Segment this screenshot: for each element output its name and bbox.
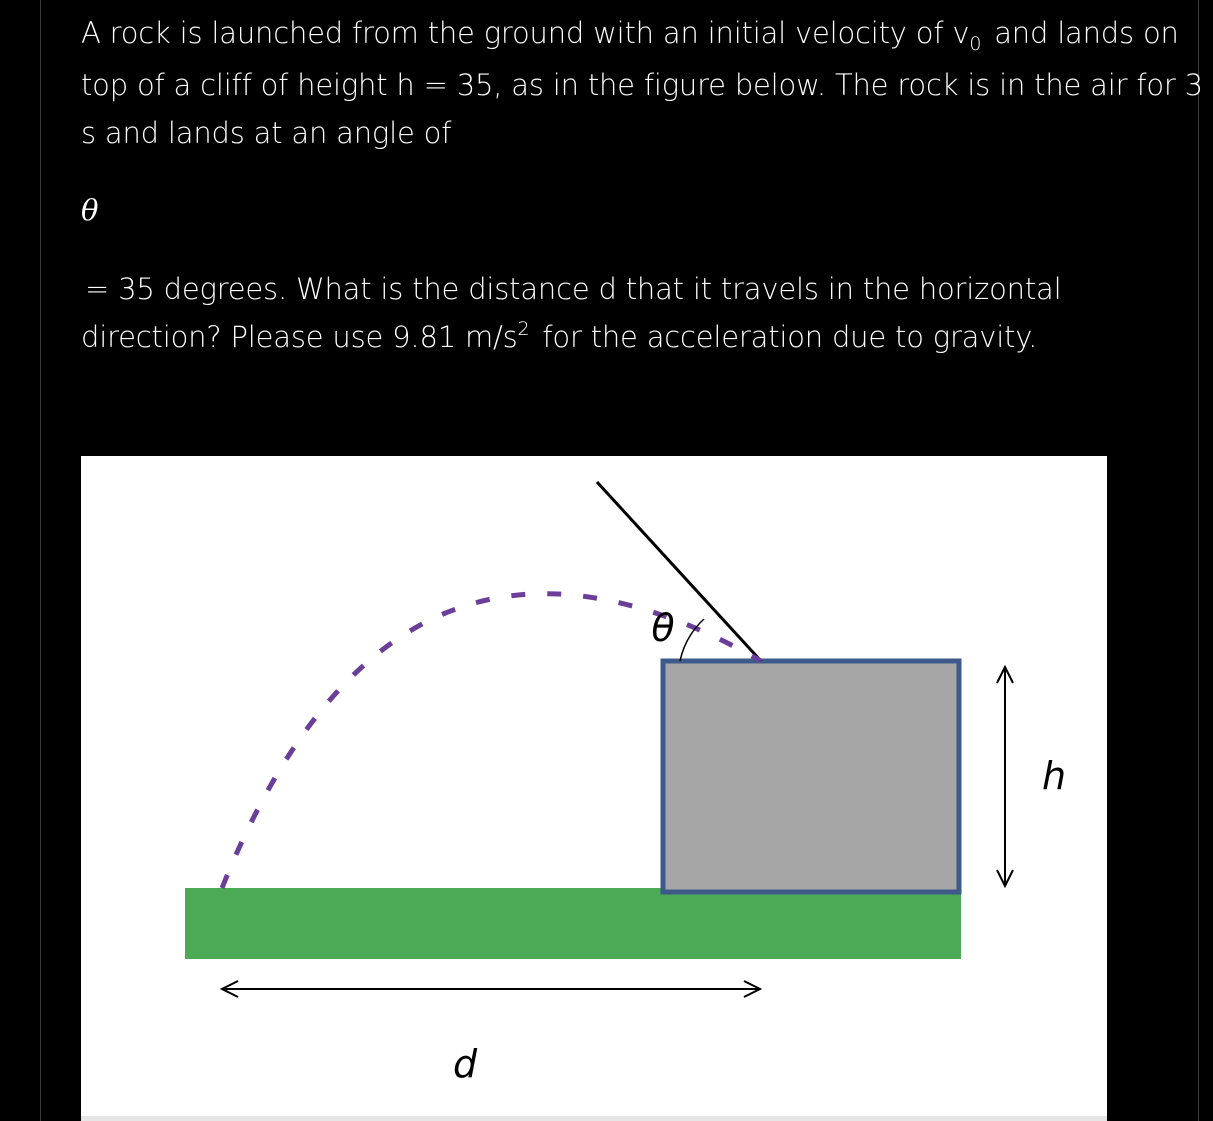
figure-bottom-edge: [81, 1116, 1107, 1121]
landing-direction-line: [597, 482, 761, 661]
line-1-end-text: and lands on: [985, 16, 1179, 50]
problem-paragraph-2: [81, 265, 1062, 365]
projectile-figure: [81, 456, 1107, 1121]
cliff-rect: [663, 661, 959, 892]
right-border-line: [1198, 0, 1199, 1121]
ground-rect: [185, 888, 961, 959]
h-label: h: [1041, 754, 1067, 798]
line-1-text: A rock is launched from the ground with an initial velocity of v: [81, 16, 970, 50]
squared-superscript: 2: [517, 318, 530, 340]
problem-line-2: top of a cliff of height h = 35, as in the figure below. The rock is in the air for 3: [81, 68, 1203, 102]
problem-line-1: [81, 9, 1203, 61]
theta-symbol: θ: [81, 193, 99, 227]
line-5-end-text: for the acceleration due to gravity.: [533, 320, 1038, 354]
left-border-line: [40, 0, 41, 1121]
problem-line-3: s and lands at an angle of: [81, 116, 452, 150]
theta-label: θ: [651, 606, 675, 650]
figure-svg: [81, 456, 1107, 1121]
v-subscript: 0: [969, 33, 982, 55]
problem-line-4: = 35 degrees. What is the distance d that it travels in the horizontal: [85, 272, 1062, 306]
line-5-start-text: direction? Please use 9.81 m/s: [81, 320, 518, 354]
problem-paragraph-1: [81, 9, 1203, 157]
problem-line-5: [81, 313, 1061, 365]
d-label: d: [452, 1042, 478, 1086]
